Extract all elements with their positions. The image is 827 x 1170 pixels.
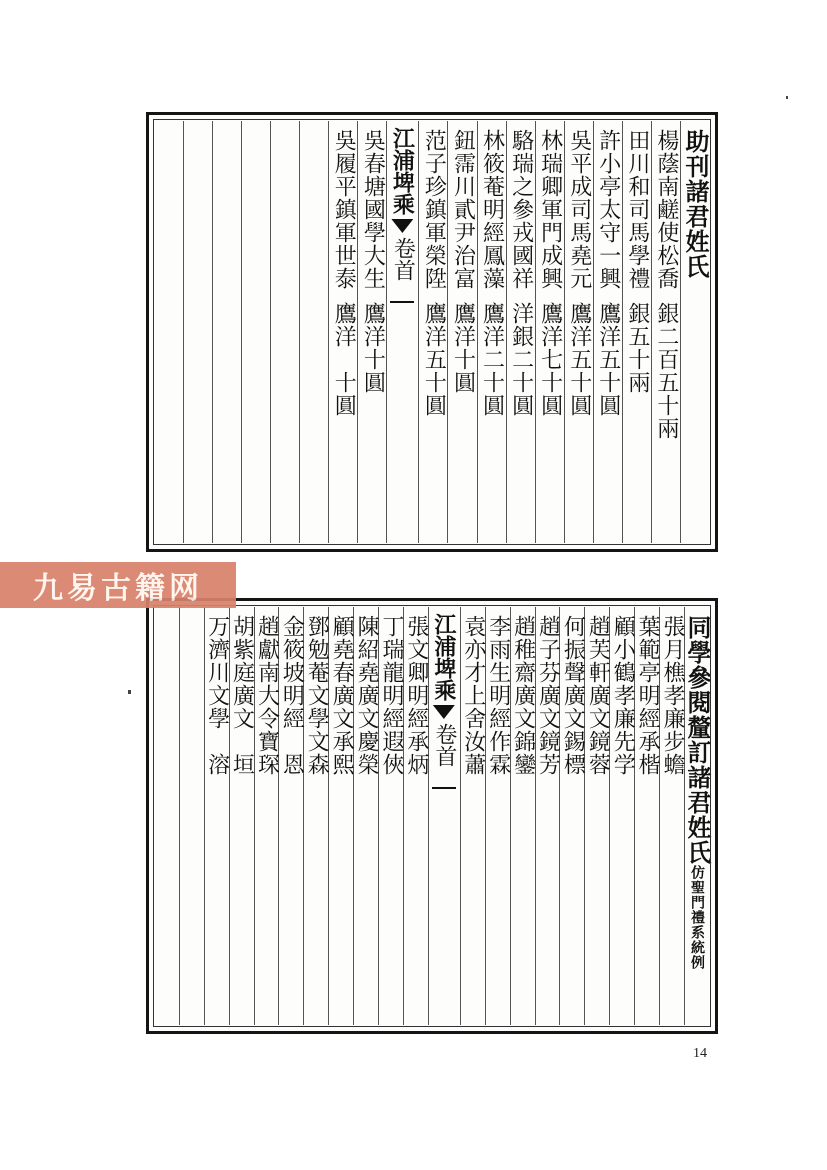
column-heading: [683, 607, 712, 1033]
entry-detail: 明經鳳藻: [479, 198, 505, 290]
entry: [405, 607, 427, 1033]
entry-detail: 鹺使松喬: [653, 198, 679, 290]
entry: [635, 607, 661, 1033]
column: [447, 121, 476, 543]
entry-detail: 廣文錫標: [560, 684, 586, 776]
entry-detail: 太守一興: [595, 198, 621, 290]
column: [299, 121, 328, 543]
page-number: 14: [693, 1046, 707, 1061]
entry: [610, 607, 636, 1033]
heading-note: 仿聖門禮系統例: [689, 865, 705, 970]
bottom-page-panel: [146, 598, 718, 1034]
entry-detail: 鎮軍世泰: [331, 198, 357, 290]
column: [183, 121, 212, 543]
entry-name: 顧堯春: [329, 615, 355, 684]
column: [270, 121, 299, 543]
entry-name: 田川和: [624, 129, 650, 198]
column: [683, 607, 712, 1025]
entry: [462, 607, 484, 1033]
top-columns: [155, 121, 709, 543]
entry-detail: 廣文鏡芳: [535, 684, 561, 776]
entry-detail: 國學大生: [360, 198, 386, 290]
entry-name: 張文卿: [403, 615, 429, 684]
column: [328, 121, 357, 543]
entry-detail: 廣文錦鑾: [510, 684, 536, 776]
entry-amount: 鷹洋 十圓: [331, 302, 357, 417]
column: [584, 607, 609, 1025]
entry-detail: 明經遐俠: [378, 684, 404, 776]
entry-detail: 廣文承熙: [329, 684, 355, 776]
column: [328, 607, 353, 1025]
entry: [331, 121, 357, 551]
entry: [254, 607, 280, 1033]
entry: [660, 607, 686, 1033]
column: [254, 607, 279, 1025]
entry-detail: 司馬學禮: [624, 198, 650, 290]
watermark-text: 九易古籍网: [33, 571, 203, 606]
entry-amount: 鷹洋五十圓: [595, 302, 621, 417]
entry-name: 范子珍: [421, 129, 447, 198]
entry: [206, 607, 228, 1033]
ink-speck: [786, 96, 788, 99]
top-page-panel: [146, 112, 718, 552]
entry-name: 許小亭: [595, 129, 621, 198]
entry: [231, 607, 253, 1033]
entry-name: 趙芙軒: [585, 615, 611, 684]
column: [564, 121, 593, 543]
entry-name: 陳紹堯: [354, 615, 380, 684]
entry: [510, 121, 532, 551]
column: [179, 607, 204, 1025]
entry-detail: 大令寶琛: [254, 684, 280, 776]
entry-name: 丁瑞龍: [378, 615, 404, 684]
entry: [537, 607, 559, 1033]
entry-name: 張月樵: [660, 615, 686, 684]
entry-name: 何振聲: [560, 615, 586, 684]
entry-name: 楊蔭南: [653, 129, 679, 198]
banner-column: [387, 121, 418, 549]
column: [622, 121, 651, 543]
entry-name: 趙子芬: [535, 615, 561, 684]
entry-name: 趙稚齋: [510, 615, 536, 684]
entry-name: 吳履平: [331, 129, 357, 198]
entry-amount: 銀二百五十兩: [653, 302, 679, 440]
column: [155, 607, 179, 1025]
entry-detail: 孝廉步蟾: [660, 684, 686, 776]
entry-amount: 鷹洋二十圓: [479, 302, 505, 417]
entry-detail: 孝廉先学: [610, 684, 636, 776]
entry-name: 鈕霈川: [450, 129, 476, 198]
column: [357, 121, 386, 543]
column: [278, 607, 303, 1025]
column: [428, 607, 460, 1025]
column: [506, 121, 535, 543]
entry-detail: 鎮軍榮陞: [421, 198, 447, 290]
entry-amount: 銀五十兩: [624, 302, 650, 394]
entry: [655, 121, 677, 551]
entry-name: 万濟川: [204, 615, 230, 684]
entry-detail: 廣文慶榮: [354, 684, 380, 776]
entry-name: 吳春塘: [360, 129, 386, 198]
column: [212, 121, 241, 543]
entry-detail: 明經承炳: [403, 684, 429, 776]
entry-detail: 廣文 垣: [229, 684, 255, 776]
entry-name: 袁亦才: [460, 615, 486, 684]
column: [204, 607, 229, 1025]
column: [155, 121, 183, 543]
column: [651, 121, 680, 543]
entry: [626, 121, 648, 551]
column: [535, 121, 564, 543]
entry-detail: 文學文森: [304, 684, 330, 776]
entry-detail: 上舍汝蕭: [460, 684, 486, 776]
column: [378, 607, 403, 1025]
entry: [329, 607, 355, 1033]
entry: [380, 607, 402, 1033]
entry: [304, 607, 330, 1033]
column: [460, 607, 485, 1025]
column: [634, 607, 659, 1025]
entry-amount: 鷹洋七十圓: [537, 302, 563, 417]
entry-amount: 鷹洋十圓: [450, 302, 476, 394]
column: [386, 121, 418, 543]
bottom-columns: [155, 607, 712, 1025]
entry-name: 鄧勉菴: [304, 615, 330, 684]
entry: [597, 121, 619, 551]
entry-detail: 文學 溶: [204, 684, 230, 776]
entry: [450, 121, 476, 551]
entry-detail: 廣文鏡蓉: [585, 684, 611, 776]
column: [353, 607, 378, 1025]
entry: [360, 121, 386, 551]
book-title: 江浦埤乘: [430, 613, 457, 701]
entry-amount: 鷹洋十圓: [360, 302, 386, 394]
fishtail-mark-icon: [433, 705, 455, 719]
entry-name: 林瑞卿: [537, 129, 563, 198]
column: [485, 607, 510, 1025]
column-heading: [680, 121, 710, 551]
entry: [481, 121, 503, 551]
entry-name: 金筱坡: [279, 615, 305, 684]
entry-detail: 明經作霖: [485, 684, 511, 776]
column: [229, 607, 254, 1025]
entry-name: 吳平成: [566, 129, 592, 198]
entry: [560, 607, 586, 1033]
column: [418, 121, 447, 543]
volume-label: 卷首: [390, 237, 416, 281]
entry-detail: 貳尹治富: [450, 198, 476, 290]
entry: [279, 607, 305, 1033]
column: [559, 607, 584, 1025]
column: [680, 121, 709, 543]
entry: [487, 607, 509, 1033]
banner-divider: [432, 787, 456, 789]
banner-divider: [390, 301, 414, 303]
fishtail-mark-icon: [391, 219, 413, 233]
entry-name: 李雨生: [485, 615, 511, 684]
entry-name: 林筱菴: [479, 129, 505, 198]
entry-amount: 鷹洋五十圓: [566, 302, 592, 417]
heading-text: 同學參閱釐訂諸君姓氏: [683, 615, 712, 865]
volume-label: 卷首: [431, 723, 457, 767]
column: [510, 607, 535, 1025]
entry: [421, 121, 447, 551]
entry-detail: 參戎國祥: [508, 198, 534, 290]
heading-text: 助刊諸君姓氏: [680, 129, 710, 279]
banner-column: [429, 607, 460, 1031]
column: [535, 607, 560, 1025]
entry-name: 葉範亭: [635, 615, 661, 684]
entry-name: 顧小鶴: [610, 615, 636, 684]
column: [659, 607, 684, 1025]
book-title: 江浦埤乘: [389, 127, 416, 215]
entry: [539, 121, 561, 551]
column: [477, 121, 506, 543]
entry: [568, 121, 590, 551]
column: [303, 607, 328, 1025]
ink-speck: [128, 690, 131, 694]
entry-detail: 司馬堯元: [566, 198, 592, 290]
entry-name: 駱瑞之: [508, 129, 534, 198]
column: [403, 607, 428, 1025]
entry-detail: 明經 恩: [279, 684, 305, 776]
entry-amount: 洋銀二十圓: [508, 302, 534, 417]
column: [609, 607, 634, 1025]
entry: [585, 607, 611, 1033]
entry-name: 趙獻南: [254, 615, 280, 684]
watermark-logo: [0, 562, 236, 608]
column: [241, 121, 270, 543]
entry-name: 胡紫庭: [229, 615, 255, 684]
entry-detail: 軍門成興: [537, 198, 563, 290]
entry-amount: 鷹洋五十圓: [421, 302, 447, 417]
entry-detail: 明經承楷: [635, 684, 661, 776]
column: [593, 121, 622, 543]
entry: [354, 607, 380, 1033]
entry: [512, 607, 534, 1033]
